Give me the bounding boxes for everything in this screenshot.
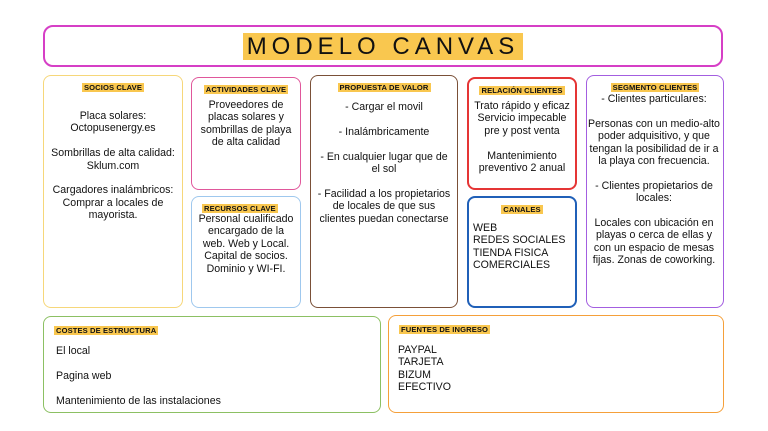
fuentes-ingreso-header: FUENTES DE INGRESO: [401, 325, 489, 334]
canales-item: REDES SOCIALES: [473, 234, 566, 247]
fuentes-ingreso-content: [398, 344, 719, 394]
costes-estructura-item: El local: [56, 345, 91, 357]
costes-estructura-item: Mantenimiento de las instalaciones: [56, 394, 221, 407]
canales-content: [473, 222, 571, 272]
canales-item: TIENDA FISICA: [473, 246, 549, 259]
propuesta-valor-item: - Inalámbricamente: [338, 125, 430, 138]
relacion-clientes-item: Mantenimiento preventivo 2 anual: [478, 149, 566, 175]
canvas-title-text: MODELO CANVAS: [243, 33, 524, 60]
fuentes-ingreso-item: BIZUM: [398, 368, 431, 381]
costes-estructura-box: [43, 316, 381, 413]
canvas-title: [45, 33, 721, 61]
socios-clave-header: SOCIOS CLAVE: [83, 83, 143, 92]
fuentes-ingreso-item: EFECTIVO: [398, 381, 451, 394]
actividades-clave-content: [196, 99, 296, 149]
relacion-clientes-content: [473, 100, 571, 174]
propuesta-valor-box: [310, 75, 458, 308]
socios-clave-item: Sombrillas de alta calidad: Sklum.com: [51, 147, 175, 172]
propuesta-valor-header: PROPUESTA DE VALOR: [339, 83, 429, 92]
segmento-clientes-box: [586, 75, 724, 308]
fuentes-ingreso-item: TARJETA: [398, 356, 444, 369]
segmento-clientes-header: SEGMENTO CLIENTES: [612, 83, 698, 92]
canales-header: CANALES: [503, 205, 541, 214]
actividades-clave-header: ACTIVIDADES CLAVE: [205, 85, 287, 94]
relacion-clientes-header: RELACIÓN CLIENTES: [481, 86, 563, 95]
recursos-clave-box: [191, 196, 301, 308]
fuentes-ingreso-item: PAYPAL: [398, 344, 437, 356]
actividades-clave-item: Proveedores de placas solares y sombrillas de playa de alta calidad: [200, 99, 292, 149]
recursos-clave-item: Personal cualificado encargado de la web. Web y Local. Capital de socios. Dominio y WI-FI.: [198, 213, 294, 275]
socios-clave-box: [43, 75, 183, 308]
segmento-clientes-item: Locales con ubicación en playas o cerca de ellas y con un espacio de mesas fijas. Zonas de coworking.: [592, 217, 716, 267]
canales-box: [467, 196, 577, 308]
socios-clave-item: Cargadores inalámbricos: Comprar a locales de mayorista.: [52, 184, 174, 222]
propuesta-valor-item: - Facilidad a los propietarios de locales de que sus clientes puedan conectarse: [317, 187, 451, 225]
segmento-clientes-item: - Clientes propietarios de locales:: [595, 179, 713, 205]
canales-item: WEB: [473, 222, 498, 234]
segmento-clientes-item: Personas con un medio-alto poder adquisitivo, y que tengan la posibilidad de ir a la playa con frecuencia.: [588, 117, 720, 168]
propuesta-valor-item: - En cualquier lugar que de el sol: [320, 150, 448, 175]
relacion-clientes-item: Trato rápido y eficaz: [474, 100, 570, 112]
segmento-clientes-item: - Clientes particulares:: [601, 93, 707, 105]
socios-clave-content: [48, 110, 178, 222]
costes-estructura-content: [56, 345, 376, 407]
costes-estructura-header: COSTES DE ESTRUCTURA: [56, 326, 157, 335]
relacion-clientes-item: Servicio impecable pre y post venta: [477, 112, 567, 137]
costes-estructura-item: Pagina web: [56, 369, 112, 382]
recursos-clave-content: [196, 213, 296, 275]
segmento-clientes-content: [587, 93, 721, 267]
propuesta-valor-item: - Cargar el movil: [345, 101, 423, 113]
recursos-clave-header: RECURSOS CLAVE: [204, 204, 276, 213]
socios-clave-item: Placa solares: Octopusenergy.es: [70, 110, 156, 135]
canvas-title-box: [43, 25, 723, 67]
relacion-clientes-box: [467, 77, 577, 190]
propuesta-valor-content: [315, 101, 453, 239]
fuentes-ingreso-box: [388, 315, 724, 413]
canales-item: COMERCIALES: [473, 259, 551, 272]
actividades-clave-box: [191, 77, 301, 190]
